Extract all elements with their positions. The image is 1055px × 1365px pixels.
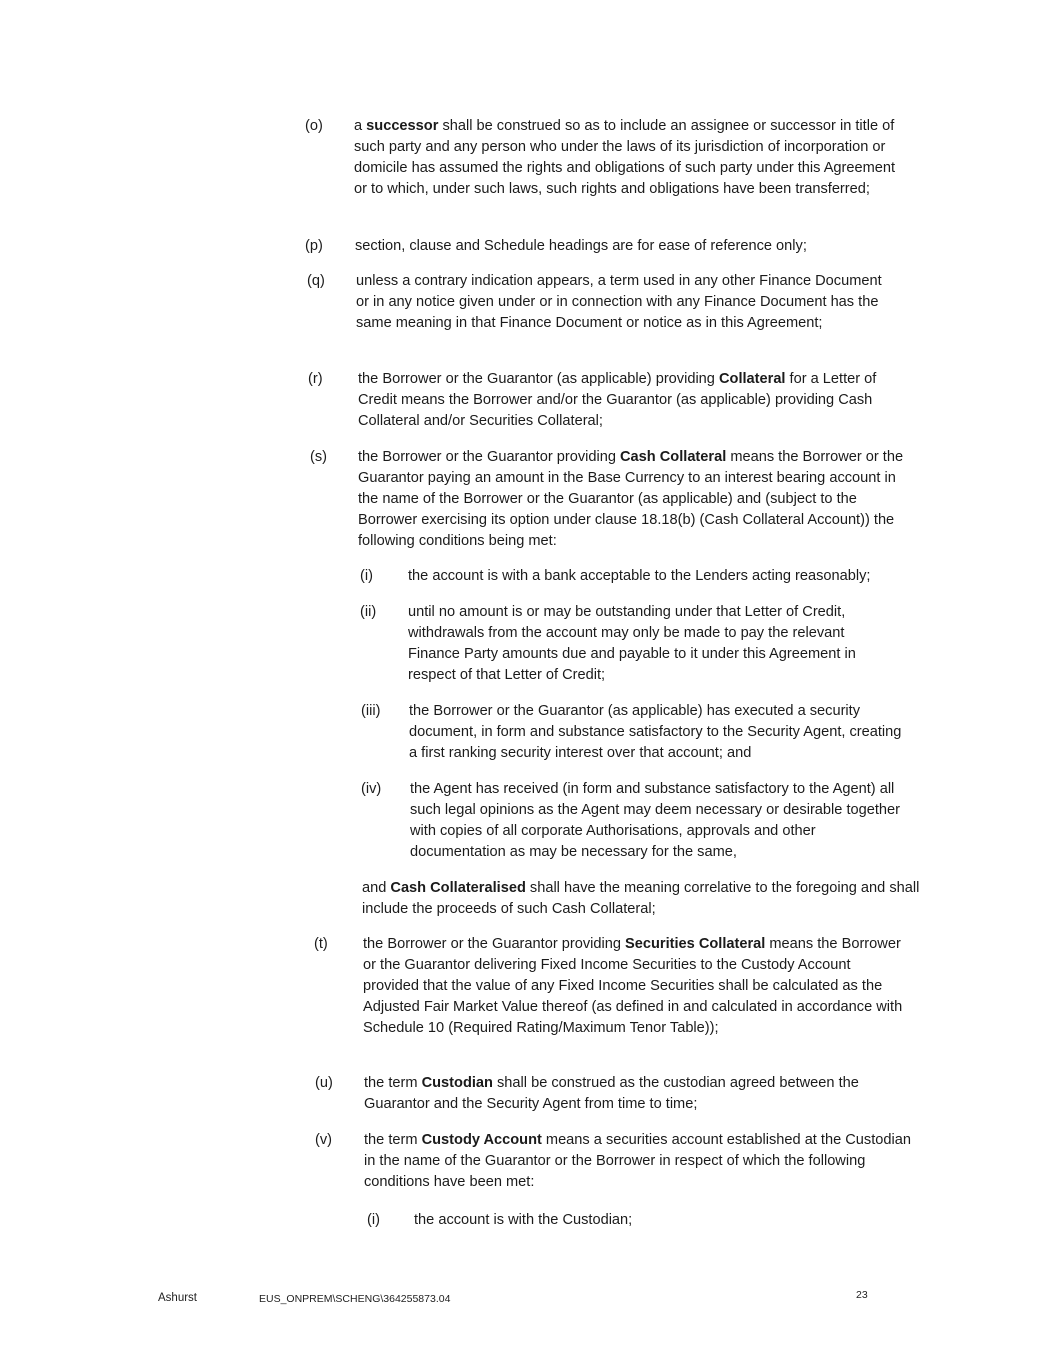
clause-marker: (u) [315,1075,333,1091]
clause-text: the account is with a bank acceptable to the Lenders acting reasonably; [408,568,871,584]
clause-marker: (r) [308,371,323,387]
clause-text: the Agent has received (in form and substance satisfactory to the Agent) all such legal opinions as the Agent may deem necessary or desirable together with copies of all corporate Authorisations, approvals and other documentation as may be necessary for the same, [410,781,900,860]
clause-marker: (v) [315,1132,333,1148]
clause-text: the term Custodian shall be construed as the custodian agreed between the Guarantor and the Security Agent from time to time; [364,1075,859,1112]
clause-marker: (i) [360,568,373,584]
footer-document-reference: EUS_ONPREM\SCHENG\364255873.04 [259,1293,451,1305]
clause-text: until no amount is or may be outstanding under that Letter of Credit, withdrawals from the account may only be made to pay the relevant Finance Party amounts due and payable to it under this Agreement in respect of that Letter of Credit; [408,604,856,683]
clause-text: the Borrower or the Guarantor providing Securities Collateral means the Borrower or the Guarantor delivering Fixed Income Securities to the Custody Account provided that the value of any Fixed Income Securities shall be calculated as the Adjusted Fair Market Value thereof (as defined in and calculated in accordance with Schedule 10 (Required Rating/Maximum Tenor Table)); [363,936,903,1036]
clause-marker: (iii) [361,703,381,719]
clause-marker: (o) [305,118,323,134]
clause-marker: (ii) [360,604,377,620]
clause-marker: (t) [314,936,328,952]
defined-term: Collateral [718,371,786,387]
clause-text: the term Custody Account means a securities account established at the Custodian in the name of the Guarantor or the Borrower in respect of which the following conditions have been met: [364,1132,911,1190]
defined-term: successor [366,118,439,134]
footer-firm-name: Ashurst [158,1292,197,1304]
clause-marker: (s) [310,449,328,465]
defined-term: Custody Account [421,1132,542,1148]
clause-text: unless a contrary indication appears, a term used in any other Finance Document or in any notice given under or in connection with any Finance Document has the same meaning in that Finance Document or notice as in this Agreement; [356,273,882,331]
clause-text: the Borrower or the Guarantor (as applicable) providing Collateral for a Letter of Credit means the Borrower and/or the Guarantor (as applicable) providing Cash Collateral and/or Securities Collateral; [358,371,877,429]
defined-term: Custodian [421,1075,493,1091]
clause-text: the Borrower or the Guarantor providing Cash Collateral means the Borrower or the Guarantor paying an amount in the Base Currency to an interest bearing account in the name of the Borrower or the Guarantor (as applicable) and (subject to the Borrower exercising its option under clause 18.18(b) (Cash Collateral Account)) the following conditions being met: [358,449,904,549]
page-number: 23 [856,1289,868,1301]
clause-text: section, clause and Schedule headings are for ease of reference only; [355,238,807,254]
clause-marker: (p) [305,238,323,254]
clause-marker: (iv) [361,781,382,797]
clause-text: the Borrower or the Guarantor (as applicable) has executed a security document, in form and substance satisfactory to the Security Agent, creating a first ranking security interest over that account; and [409,703,902,761]
clause-marker: (i) [367,1212,380,1228]
clause-text: a successor shall be construed so as to include an assignee or successor in title of such party and any person who under the laws of its jurisdiction of incorporation or domicile has assumed the rights and obligations of such party under this Agreement or to which, under such laws, such rights and obligations have been transferred; [354,118,896,197]
defined-term: Cash Collateral [620,449,727,465]
defined-term: Cash Collateralised [390,880,526,896]
defined-term: Securities Collateral [625,936,766,952]
cash-collateralised-note: and Cash Collateralised shall have the meaning correlative to the foregoing and shall include the proceeds of such Cash Collateral; [362,880,920,917]
clause-text: the account is with the Custodian; [414,1212,633,1228]
clause-marker: (q) [307,273,325,289]
